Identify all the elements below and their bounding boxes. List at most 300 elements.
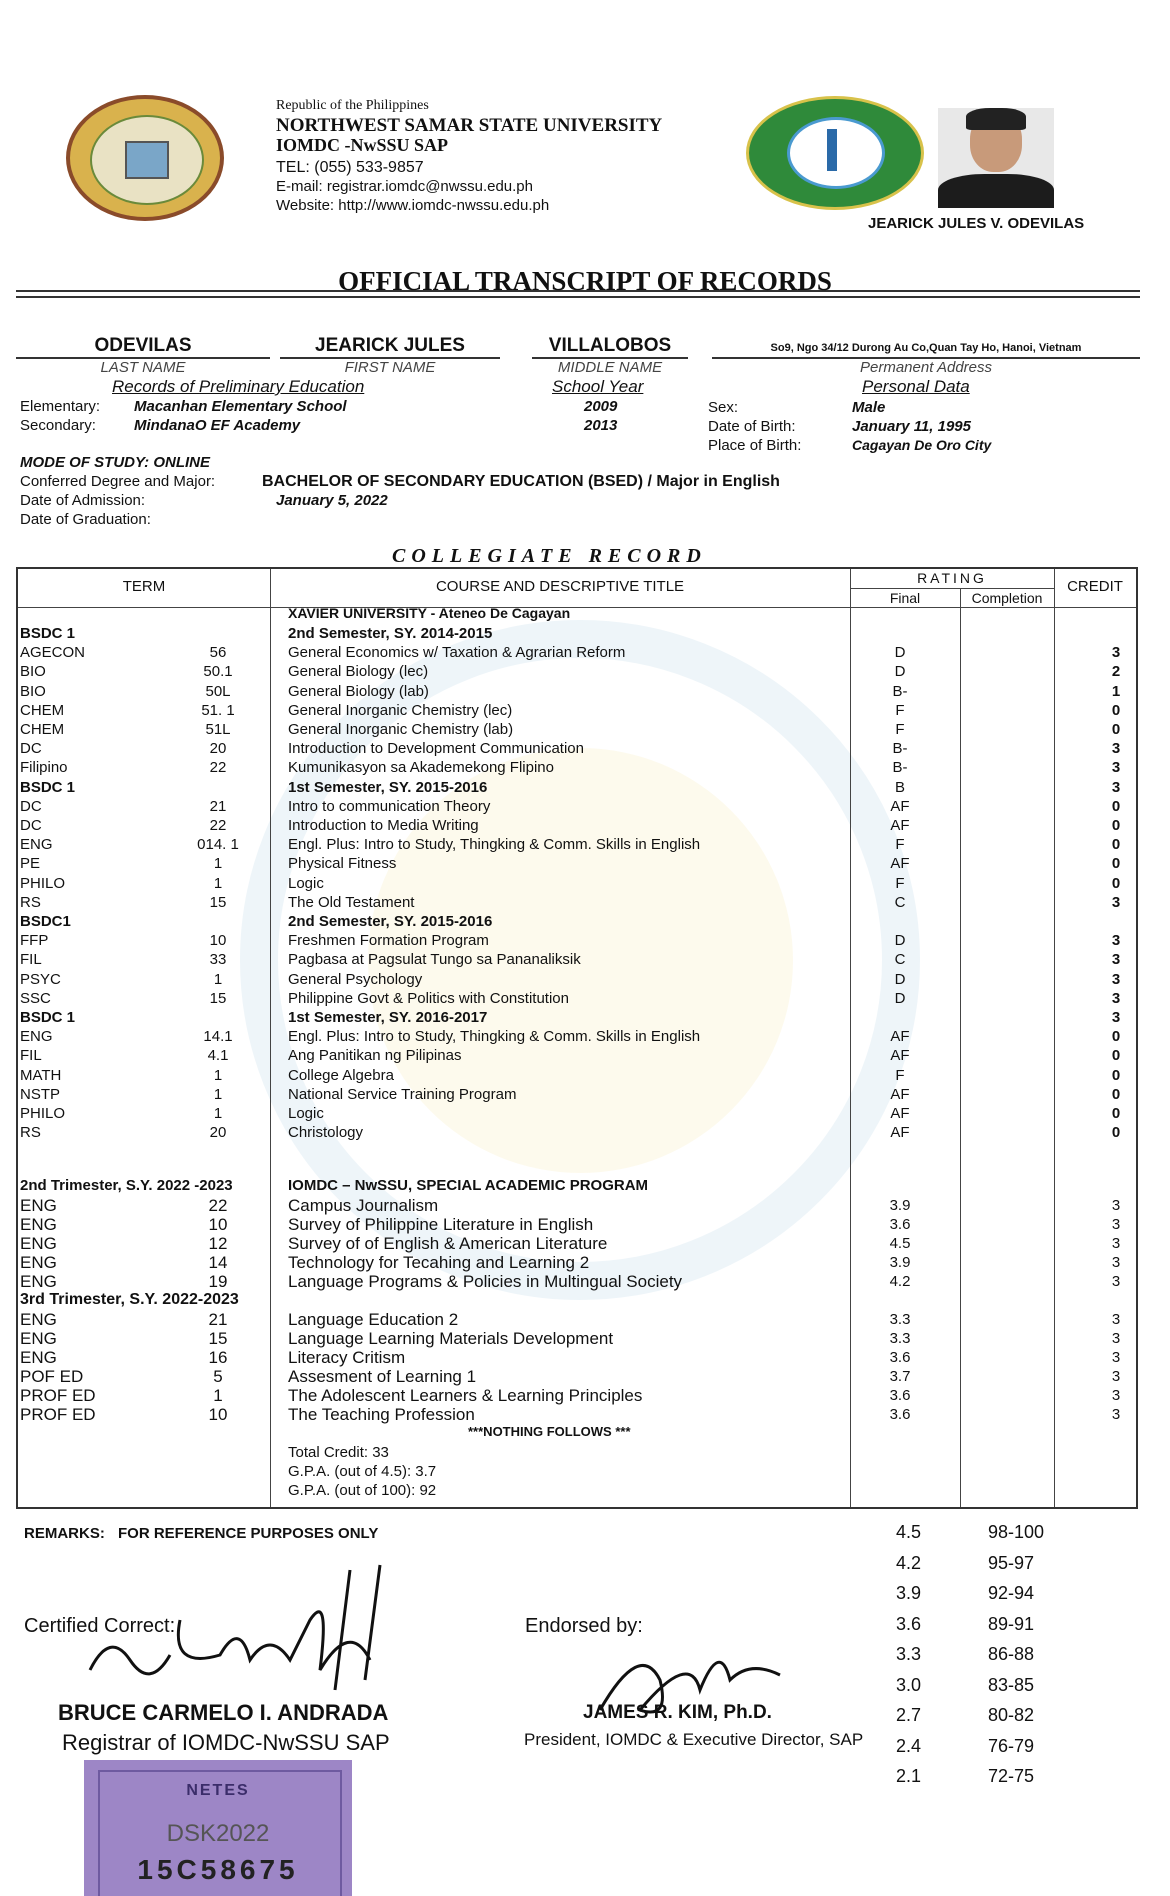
final-rating: AF <box>890 1028 910 1046</box>
final-rating: 3.6 <box>889 1387 911 1404</box>
credit-value: 0 <box>1111 836 1121 854</box>
table-row <box>16 931 1138 950</box>
gpa-100: G.P.A. (out of 100): 92 <box>288 1482 437 1499</box>
course-title: Intro to communication Theory <box>288 797 491 815</box>
credit-value: 3 <box>1111 1349 1121 1366</box>
scale-range: 89-91 <box>988 1613 1035 1634</box>
course-title: Introduction to Media Writing <box>288 817 479 834</box>
course-title: Pagbasa at Pagsulat Tungo sa Pananaliksik <box>288 951 581 969</box>
remarks-label: REMARKS: <box>24 1525 105 1542</box>
table-row <box>16 912 1138 931</box>
course-number: 15 <box>208 1329 228 1348</box>
credit-value: 3 <box>1111 644 1121 662</box>
course-number: 15 <box>209 989 227 1007</box>
course-number: 51L <box>205 721 231 738</box>
credit-value: 0 <box>1111 1124 1121 1142</box>
course-code: ENG <box>20 1272 57 1291</box>
final-rating: 4.2 <box>889 1273 911 1290</box>
table-row <box>16 778 1138 797</box>
course-number: 1 <box>213 1085 223 1103</box>
credit-value: 3 <box>1111 989 1121 1007</box>
credit-value: 3 <box>1111 893 1121 911</box>
table-row <box>16 797 1138 816</box>
course-number: 10 <box>209 932 227 950</box>
course-title: The Adolescent Learners & Learning Principles <box>288 1386 643 1405</box>
credit-value: 0 <box>1111 1105 1121 1122</box>
course-number: 33 <box>209 951 227 969</box>
credit-value: 0 <box>1111 855 1121 873</box>
final-rating: B- <box>892 740 908 758</box>
course-code: BSDC 1 <box>20 778 76 796</box>
course-title: General Biology (lab) <box>288 682 429 700</box>
table-row <box>16 1348 1138 1367</box>
course-title: Freshmen Formation Program <box>288 932 489 950</box>
course-title: General Inorganic Chemistry (lec) <box>288 701 513 719</box>
stamp-serial: 15C58675 <box>137 1854 299 1885</box>
middle-name-label: MIDDLE NAME <box>557 359 663 376</box>
last-name-label: LAST NAME <box>100 359 186 376</box>
scale-range: 83-85 <box>988 1674 1035 1695</box>
course-number: 10 <box>208 1405 228 1424</box>
table-row <box>16 1386 1138 1405</box>
table-row <box>16 1104 1138 1123</box>
course-title: Physical Fitness <box>288 855 397 873</box>
final-rating: AF <box>890 1124 910 1142</box>
stamp-code: DSK2022 <box>166 1820 270 1847</box>
course-title: Literacy Critism <box>288 1348 406 1367</box>
final-rating: F <box>895 836 905 854</box>
school-year-heading: School Year <box>552 377 644 396</box>
campus-name: IOMDC -NwSSU SAP <box>276 135 449 155</box>
course-code: BIO <box>20 682 46 700</box>
course-code: DC <box>20 797 42 815</box>
table-row <box>16 1272 1138 1291</box>
admission-value: January 5, 2022 <box>276 492 388 509</box>
course-title: 2nd Semester, SY. 2015-2016 <box>288 913 493 930</box>
course-code: PHILO <box>20 1105 66 1122</box>
scale-range: 80-82 <box>988 1705 1035 1725</box>
course-code: ENG <box>20 1196 57 1215</box>
course-code: FIL <box>20 951 42 969</box>
course-code: PHILO <box>20 874 66 892</box>
course-title: The Teaching Profession <box>288 1405 475 1424</box>
final-rating: C <box>894 893 906 911</box>
credit-value: 2 <box>1111 663 1121 681</box>
final-rating: D <box>894 644 906 662</box>
scale-grade: 2.7 <box>896 1705 922 1725</box>
credit-value: 3 <box>1111 759 1121 777</box>
course-number: 1 <box>213 1386 223 1405</box>
course-number: 16 <box>208 1348 228 1367</box>
credit-value: 3 <box>1111 1311 1121 1328</box>
university-logo <box>66 95 224 221</box>
credit-value: 3 <box>1111 970 1121 988</box>
table-row <box>16 1027 1138 1046</box>
elementary-label: Elementary: <box>20 398 101 415</box>
col-term: TERM <box>122 578 166 595</box>
scale-grade: 3.0 <box>896 1674 922 1695</box>
prelim-heading: Records of Preliminary Education <box>112 377 365 396</box>
col-course: COURSE AND DESCRIPTIVE TITLE <box>435 578 685 595</box>
course-title: Language Learning Materials Development <box>288 1329 614 1348</box>
middle-name: VILLALOBOS <box>548 335 672 356</box>
final-rating: AF <box>890 817 910 834</box>
table-row <box>16 1046 1138 1065</box>
final-rating: 3.6 <box>889 1349 911 1366</box>
course-title: 1st Semester, SY. 2016-2017 <box>288 1009 488 1026</box>
table-row <box>16 624 1138 643</box>
table-row <box>16 682 1138 701</box>
last-name: ODEVILAS <box>94 335 192 356</box>
final-rating: 4.5 <box>889 1235 911 1252</box>
credit-value: 0 <box>1111 701 1121 719</box>
course-number: 21 <box>209 797 227 815</box>
course-code: PROF ED <box>20 1386 96 1405</box>
scale-range: 92-94 <box>988 1583 1035 1603</box>
course-code: MATH <box>20 1066 62 1084</box>
credit-value: 0 <box>1111 874 1121 892</box>
secondary-year: 2013 <box>584 417 618 434</box>
table-row <box>16 989 1138 1008</box>
scale-range: 76-79 <box>988 1735 1035 1756</box>
table-row <box>16 950 1138 969</box>
email-text: E-mail: registrar.iomdc@nwssu.edu.ph <box>276 178 533 195</box>
final-rating: B <box>894 778 905 796</box>
table-row <box>16 643 1138 662</box>
table-row <box>16 893 1138 912</box>
course-title: Campus Journalism <box>288 1196 439 1215</box>
course-code: RS <box>20 893 41 911</box>
final-rating: B- <box>892 759 908 777</box>
school-name-iomdc: IOMDC – NwSSU, SPECIAL ACADEMIC PROGRAM <box>288 1177 649 1194</box>
table-row <box>16 758 1138 777</box>
table-row <box>16 1234 1138 1253</box>
certified-label: Certified Correct: <box>24 1615 176 1637</box>
document-title: OFFICIAL TRANSCRIPT OF RECORDS <box>338 266 832 296</box>
credit-value: 0 <box>1111 1028 1121 1046</box>
course-number: 1 <box>213 1066 223 1084</box>
course-code: ENG <box>20 1348 57 1367</box>
credit-value: 0 <box>1111 721 1121 738</box>
table-row <box>16 1196 1138 1215</box>
course-title: Kumunikasyon sa Akademekong Flipino <box>288 759 554 777</box>
final-rating: AF <box>890 1105 910 1122</box>
credit-value: 3 <box>1111 1009 1121 1026</box>
course-number: 56 <box>209 644 227 662</box>
final-rating: D <box>894 989 906 1007</box>
final-rating: F <box>895 874 905 892</box>
final-rating: AF <box>890 797 910 815</box>
pob-value: Cagayan De Oro City <box>852 437 992 453</box>
tel-text: TEL: (055) 533-9857 <box>276 159 424 176</box>
remarks-text: FOR REFERENCE PURPOSES ONLY <box>118 1525 379 1542</box>
final-rating: 3.6 <box>889 1406 911 1423</box>
table-row <box>16 874 1138 893</box>
course-title: Ang Panitikan ng Pilipinas <box>288 1047 462 1065</box>
course-title: National Service Training Program <box>288 1085 517 1103</box>
course-number: 10 <box>208 1215 228 1234</box>
table-row <box>16 970 1138 989</box>
final-rating: D <box>894 970 906 988</box>
final-rating: AF <box>890 1085 910 1103</box>
course-code: ENG <box>20 1329 57 1348</box>
first-name-label: FIRST NAME <box>344 359 436 376</box>
course-title: Language Programs & Policies in Multingual Society <box>288 1272 683 1291</box>
final-rating: AF <box>890 855 910 873</box>
permanent-address: So9, Ngo 34/12 Durong Au Co,Quan Tay Ho, Hanoi, Vietnam <box>770 342 1082 354</box>
course-code: AGECON <box>20 644 86 662</box>
iomdc-logo <box>746 96 924 210</box>
endorsed-label: Endorsed by: <box>525 1615 643 1637</box>
course-number: 4.1 <box>207 1047 229 1065</box>
final-rating: 3.3 <box>889 1311 911 1328</box>
course-code: ENG <box>20 1253 57 1272</box>
course-title: Introduction to Development Communication <box>288 740 584 758</box>
president-title: President, IOMDC & Executive Director, SAP <box>524 1730 864 1749</box>
secondary-school: MindanaO EF Academy <box>134 417 301 434</box>
course-title: The Old Testament <box>288 893 415 911</box>
course-code: BSDC 1 <box>20 625 76 642</box>
col-completion: Completion <box>971 590 1043 606</box>
credit-value: 3 <box>1111 1368 1121 1385</box>
course-number: 50.1 <box>203 663 233 681</box>
final-rating: 3.9 <box>889 1254 911 1271</box>
graduation-label: Date of Graduation: <box>20 511 151 528</box>
scale-grade: 3.9 <box>896 1583 922 1603</box>
elementary-year: 2009 <box>584 398 618 415</box>
scale-grade: 2.4 <box>896 1735 922 1756</box>
course-title: Philippine Govt & Politics with Constitution <box>288 989 569 1007</box>
first-name: JEARICK JULES <box>315 335 465 356</box>
final-rating: 3.7 <box>889 1368 911 1385</box>
final-rating: 3.9 <box>889 1197 911 1214</box>
course-number: 15 <box>209 893 227 911</box>
col-rating: RATING <box>917 570 987 586</box>
course-code: ENG <box>20 1028 53 1046</box>
col-final: Final <box>889 590 921 606</box>
credit-value: 3 <box>1111 778 1121 796</box>
gpa-4-5: G.P.A. (out of 4.5): 3.7 <box>288 1463 437 1480</box>
course-number: 12 <box>208 1234 228 1253</box>
credit-value: 0 <box>1111 797 1121 815</box>
mode-of-study: MODE OF STUDY: ONLINE <box>20 454 211 471</box>
collegiate-record-title: COLLEGIATE RECORD <box>392 545 707 567</box>
course-code: FFP <box>20 932 49 950</box>
address-label: Permanent Address <box>859 359 992 376</box>
table-row <box>16 720 1138 739</box>
scale-range: 72-75 <box>988 1766 1035 1786</box>
course-title: Logic <box>288 1105 324 1122</box>
course-code: PSYC <box>20 970 61 988</box>
table-row <box>16 1123 1138 1142</box>
dob-label: Date of Birth: <box>708 418 796 435</box>
sex-label: Sex: <box>708 399 739 416</box>
scale-grade: 2.1 <box>896 1766 922 1786</box>
sex-value: Male <box>852 399 886 416</box>
course-title: College Algebra <box>288 1066 394 1084</box>
course-number: 19 <box>208 1272 228 1291</box>
registrar-title: Registrar of IOMDC-NwSSU SAP <box>62 1730 390 1755</box>
dob-value: January 11, 1995 <box>852 418 971 435</box>
credit-value: 3 <box>1111 1197 1121 1214</box>
table-row <box>16 835 1138 854</box>
course-title: Survey of Philippine Literature in English <box>288 1215 594 1234</box>
credit-value: 3 <box>1111 1330 1121 1347</box>
course-number: 51. 1 <box>201 701 235 719</box>
table-row <box>16 1066 1138 1085</box>
total-credit: Total Credit: 33 <box>288 1444 389 1461</box>
course-number: 5 <box>213 1367 223 1386</box>
table-row <box>16 1253 1138 1272</box>
credit-value: 1 <box>1111 682 1121 700</box>
course-code: DC <box>20 740 42 758</box>
table-row <box>16 854 1138 873</box>
credit-value: 3 <box>1111 1387 1121 1404</box>
course-title: Survey of of English & American Literature <box>288 1234 608 1253</box>
credit-value: 3 <box>1111 1254 1121 1271</box>
scale-range: 86-88 <box>988 1644 1035 1664</box>
credit-value: 3 <box>1111 1273 1121 1290</box>
course-number: 1 <box>213 970 223 988</box>
scale-grade: 3.3 <box>896 1644 922 1664</box>
course-code: SSC <box>20 989 51 1007</box>
secondary-label: Secondary: <box>20 417 96 434</box>
course-title: Language Education 2 <box>288 1310 459 1329</box>
final-rating: C <box>894 951 906 969</box>
course-title: 1st Semester, SY. 2015-2016 <box>288 778 488 796</box>
course-number: 22 <box>208 1196 228 1215</box>
final-rating: 3.3 <box>889 1330 911 1347</box>
credit-value: 3 <box>1111 1235 1121 1252</box>
course-code: PROF ED <box>20 1405 96 1424</box>
pob-label: Place of Birth: <box>708 437 802 454</box>
course-title: General Inorganic Chemistry (lab) <box>288 721 514 738</box>
scale-range: 98-100 <box>988 1522 1045 1542</box>
photo-caption: JEARICK JULES V. ODEVILAS <box>868 215 1085 232</box>
credit-value: 3 <box>1111 951 1121 969</box>
course-number: 50L <box>205 682 231 700</box>
course-title: Logic <box>288 874 324 892</box>
course-number: 14 <box>208 1253 228 1272</box>
course-number: 1 <box>213 855 223 873</box>
course-code: ENG <box>20 1234 57 1253</box>
credit-value: 0 <box>1111 817 1121 834</box>
course-code: CHEM <box>20 721 65 738</box>
credit-value: 3 <box>1111 1406 1121 1423</box>
final-rating: F <box>895 1066 905 1084</box>
scale-range: 95-97 <box>988 1552 1035 1573</box>
student-photo <box>938 108 1054 208</box>
course-number: 22 <box>209 759 227 777</box>
course-code: BSDC1 <box>20 913 71 930</box>
course-title: General Economics w/ Taxation & Agrarian Reform <box>288 644 626 662</box>
course-number: 20 <box>209 740 227 758</box>
course-number: 1 <box>213 874 223 892</box>
term-3rd-trimester: 3rd Trimester, S.Y. 2022-2023 <box>20 1291 239 1308</box>
course-number: 14.1 <box>203 1028 233 1046</box>
course-title: Engl. Plus: Intro to Study, Thingking & Comm. Skills in English <box>288 836 701 854</box>
course-title: General Psychology <box>288 970 423 988</box>
course-code: POF ED <box>20 1367 84 1386</box>
course-code: Filipino <box>20 759 68 777</box>
scale-grade: 3.6 <box>896 1613 922 1634</box>
course-title: General Biology (lec) <box>288 663 429 681</box>
credit-value: 3 <box>1111 740 1121 758</box>
table-row <box>16 1329 1138 1348</box>
final-rating: F <box>895 721 905 738</box>
final-rating: F <box>895 701 905 719</box>
col-credit: CREDIT <box>1067 578 1123 595</box>
scale-grade: 4.2 <box>896 1552 922 1573</box>
table-row <box>16 1405 1138 1424</box>
republic-text: Republic of the Philippines <box>276 98 429 113</box>
table-row <box>16 1215 1138 1234</box>
course-title: Engl. Plus: Intro to Study, Thingking & Comm. Skills in English <box>288 1028 701 1046</box>
credit-value: 0 <box>1111 1066 1121 1084</box>
credit-value: 0 <box>1111 1085 1121 1103</box>
course-code: RS <box>20 1124 41 1142</box>
final-rating: AF <box>890 1047 910 1065</box>
course-number: 22 <box>209 817 227 834</box>
table-row <box>16 1310 1138 1329</box>
table-row <box>16 1085 1138 1104</box>
course-code: ENG <box>20 1310 57 1329</box>
final-rating: D <box>894 932 906 950</box>
course-code: ENG <box>20 836 53 854</box>
credit-value: 3 <box>1111 932 1121 950</box>
documentary-stamp <box>84 1760 352 1896</box>
course-code: FIL <box>20 1047 42 1065</box>
table-row <box>16 701 1138 720</box>
table-row <box>16 1008 1138 1027</box>
school-name-xavier: XAVIER UNIVERSITY - Ateneo De Cagayan <box>288 605 571 621</box>
course-title: Christology <box>288 1124 364 1142</box>
degree-label: Conferred Degree and Major: <box>20 473 216 490</box>
table-row <box>16 739 1138 758</box>
course-number: 1 <box>213 1105 223 1122</box>
scale-grade: 4.5 <box>896 1522 922 1542</box>
term-2nd-trimester: 2nd Trimester, S.Y. 2022 -2023 <box>20 1177 233 1194</box>
course-number: 20 <box>209 1124 227 1142</box>
registrar-name: BRUCE CARMELO I. ANDRADA <box>58 1700 389 1725</box>
final-rating: B- <box>892 682 908 700</box>
course-number: 014. 1 <box>197 836 239 854</box>
president-name: JAMES R. KIM, Ph.D. <box>583 1702 772 1723</box>
registrar-signature <box>80 1560 400 1700</box>
table-row <box>16 816 1138 835</box>
course-code: ENG <box>20 1215 57 1234</box>
course-code: BSDC 1 <box>20 1009 76 1026</box>
table-row <box>16 1367 1138 1386</box>
website-text: Website: http://www.iomdc-nwssu.edu.ph <box>276 197 550 214</box>
elementary-school: Macanhan Elementary School <box>134 398 347 415</box>
credit-value: 0 <box>1111 1047 1121 1065</box>
final-rating: 3.6 <box>889 1216 911 1233</box>
course-title: Technology for Tecahing and Learning 2 <box>288 1253 590 1272</box>
admission-label: Date of Admission: <box>20 492 146 509</box>
course-title: Assesment of Learning 1 <box>288 1367 477 1386</box>
course-code: NSTP <box>20 1085 61 1103</box>
degree-value: BACHELOR OF SECONDARY EDUCATION (BSED) / Major in English <box>262 473 780 490</box>
nothing-follows: ***NOTHING FOLLOWS *** <box>468 1424 631 1439</box>
divider <box>16 296 1140 298</box>
final-rating: D <box>894 663 906 681</box>
credit-value: 3 <box>1111 1216 1121 1233</box>
course-number: 21 <box>208 1310 228 1329</box>
table-row <box>16 662 1138 681</box>
course-code: BIO <box>20 663 46 681</box>
course-code: CHEM <box>20 701 65 719</box>
